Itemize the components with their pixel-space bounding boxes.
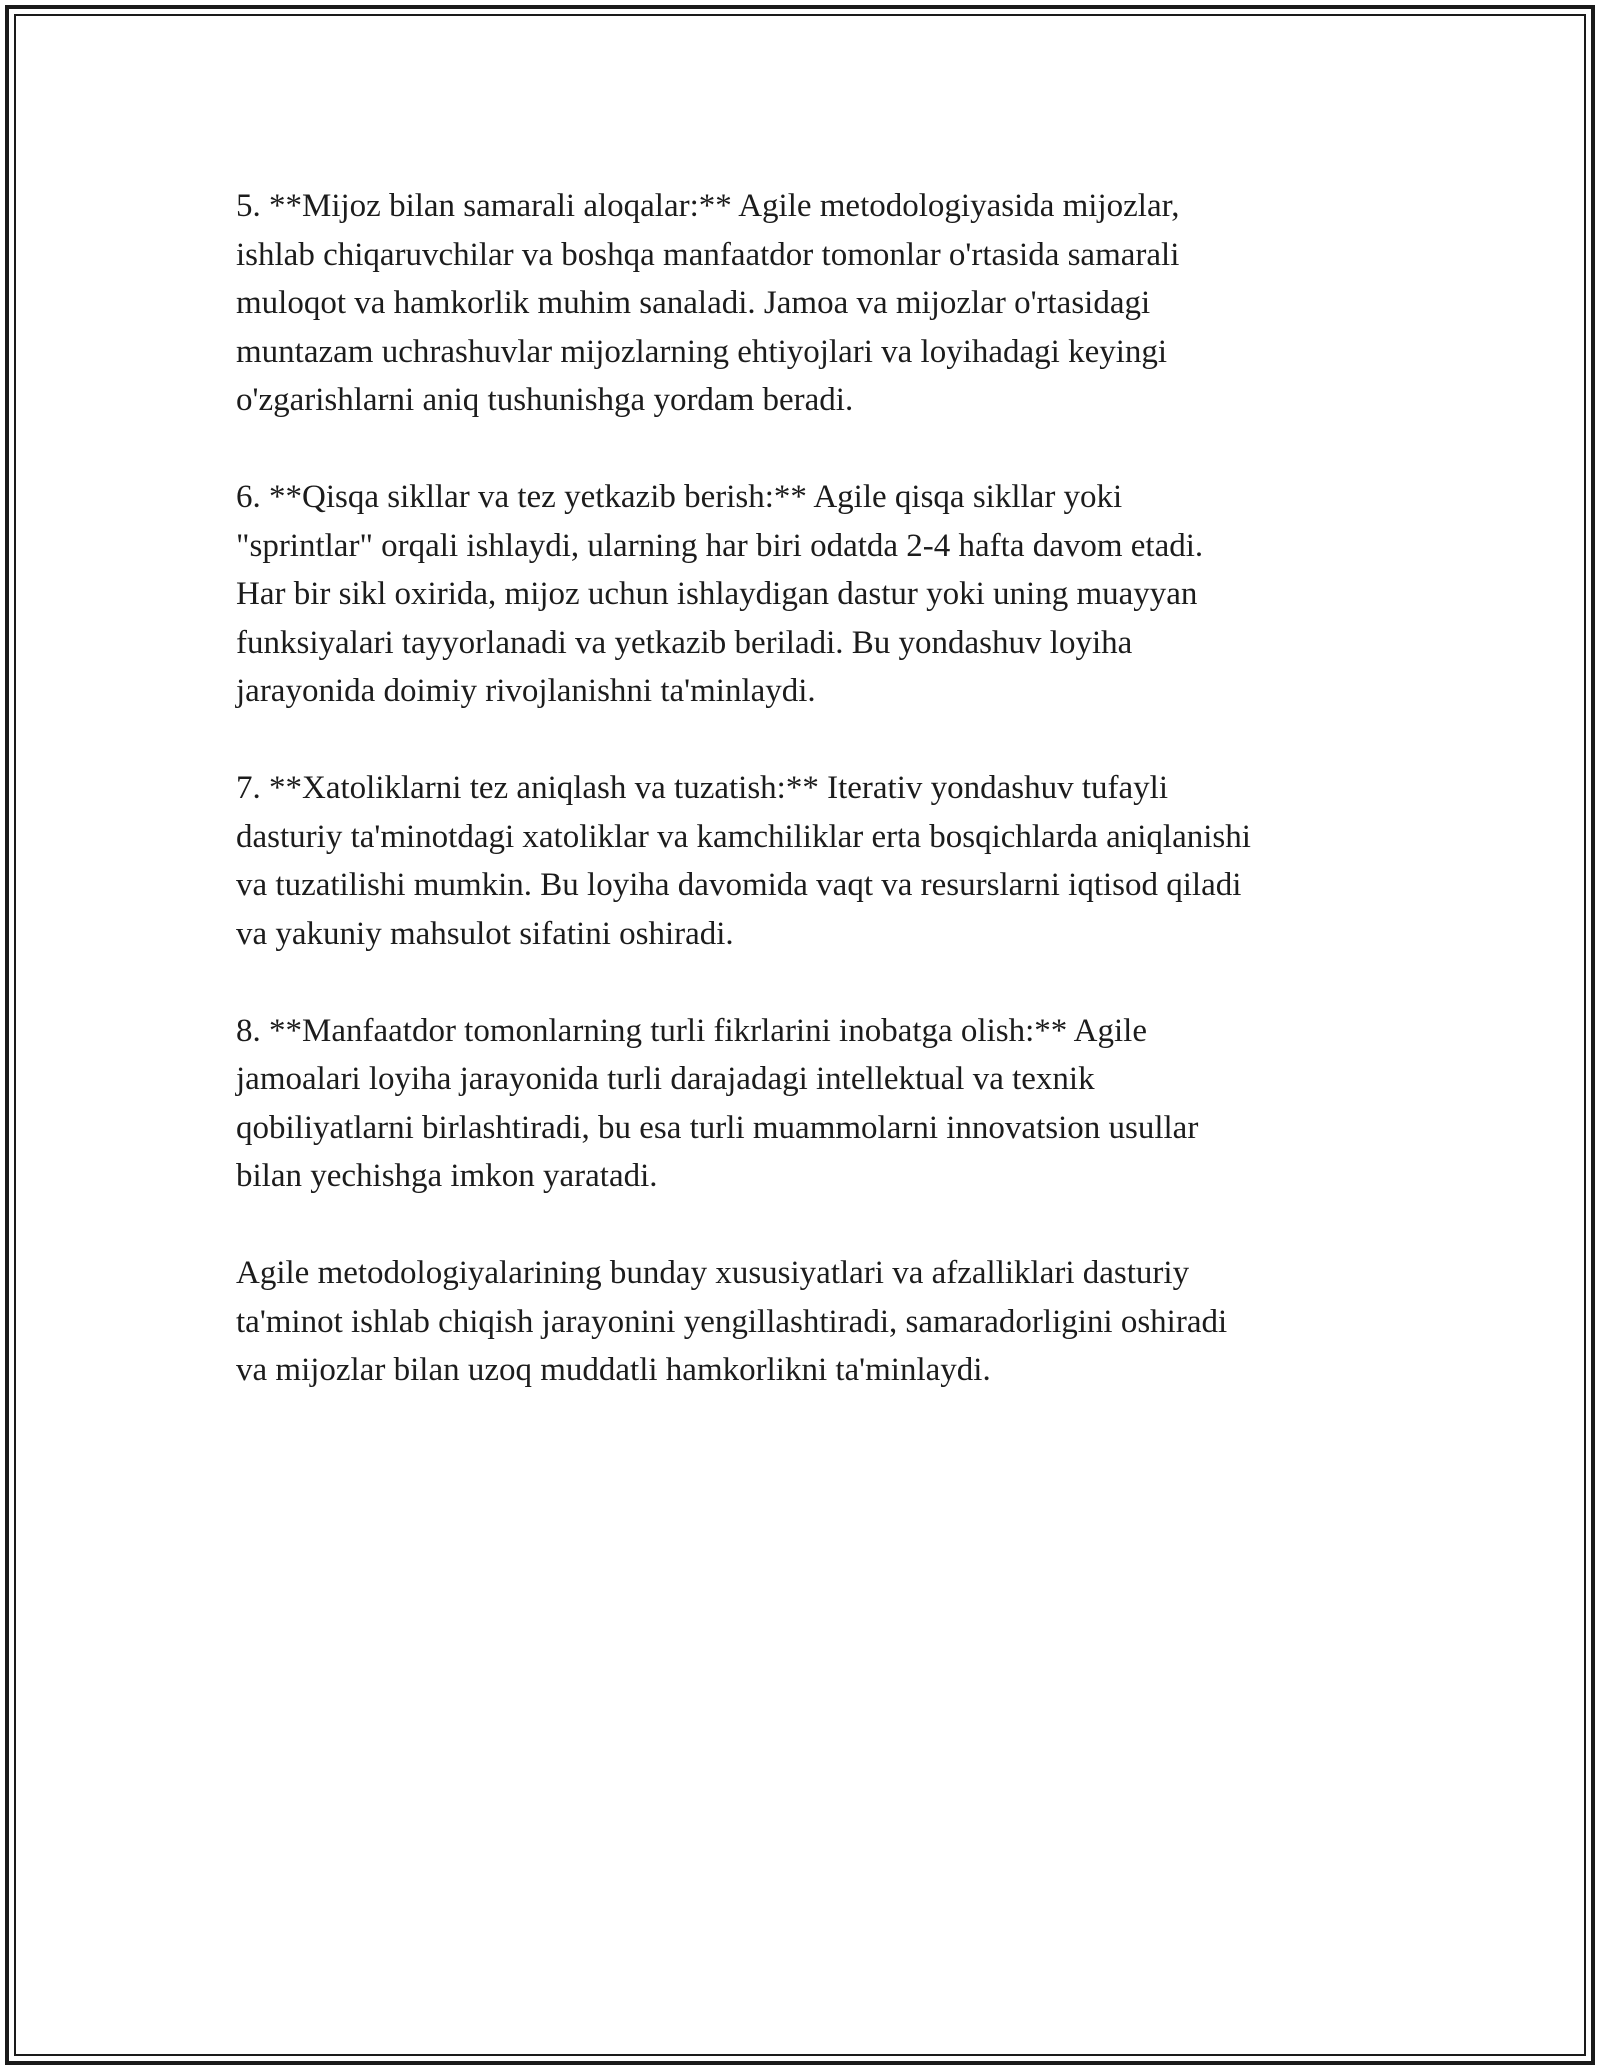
paragraph-item-7: 7. **Xatoliklarni tez aniqlash va tuzatish:** Iterativ yondashuv tufayli dasturiy ta'minotdagi xatoliklar va kamchiliklar erta bosqichlarda aniqlanishi va tuzatilishi mumkin. Bu loyiha davomida vaqt va resurslarni iqtisod qiladi va yakuniy mahsulot sifatini oshiradi. xyxy=(236,770,1251,952)
paragraph-item-6: 6. **Qisqa sikllar va tez yetkazib berish:** Agile qisqa sikllar yoki "sprintlar" orqali ishlaydi, ularning har biri odatda 2-4 hafta davom etadi. Har bir sikl oxirida, mijoz uchun ishlaydigan dastur yoki uning muayyan funksiyalari tayyorlanadi va yetkazib beriladi. Bu yondashuv loyiha jarayonida doimiy rivojlanishni ta'minlaydi. xyxy=(236,479,1204,709)
paragraph-conclusion: Agile metodologiyalarining bunday xususiyatlari va afzalliklari dasturiy ta'minot ishlab chiqish jarayonini yengillashtiradi, samaradorligini oshiradi va mijozlar bilan uzoq muddatli hamkorlikni ta'minlaydi. xyxy=(236,1255,1228,1388)
paragraph-item-5: 5. **Mijoz bilan samarali aloqalar:** Agile metodologiyasida mijozlar, ishlab chiqaruvchilar va boshqa manfaatdor tomonlar o'rtasida samarali muloqot va hamkorlik muhim sanaladi. Jamoa va mijozlar o'rtasidagi muntazam uchrashuvlar mijozlarning ehtiyojlari va loyihadagi keyingi o'zgarishlarni aniq tushunishga yordam beradi. xyxy=(236,188,1180,418)
paragraph-item-8: 8. **Manfaatdor tomonlarning turli fikrlarini inobatga olish:** Agile jamoalari loyiha jarayonida turli darajadagi intellektual va texnik qobiliyatlarni birlashtiradi, bu esa turli muammolarni innovatsion usullar bilan yechishga imkon yaratadi. xyxy=(236,1012,1199,1194)
document-body xyxy=(236,182,1376,1443)
